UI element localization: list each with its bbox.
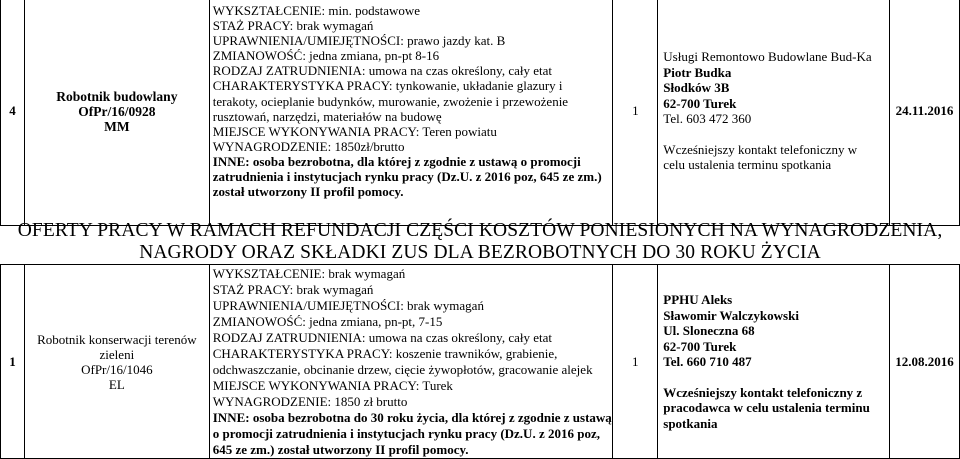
employer-phone: Tel. 660 710 487 [663,354,752,369]
employer-line: Sławomir Walczykowski [663,307,799,323]
table-row [1,265,960,459]
slots-count: 1 [613,0,658,226]
contact-note-line: pracodawca w celu ustalenia terminu [663,400,870,415]
section-heading-line: OFERTY PRACY W RAMACH REFUNDACJI CZĘŚCI KOSZTÓW PONIESIONYCH NA WYNAGRODZENIA, [17,220,943,241]
employer-line: Słodków 3B [663,80,730,96]
employer-line: Usługi Remontowo Budowlane Bud-Ka [663,49,872,65]
employer-line: PPHU Aleks [663,292,733,307]
employer-line: 62-700 Turek [663,95,737,111]
position-line: EL [108,376,125,392]
detail-line: MIEJSCE WYKONYWANIA PRACY: Teren powiatu [212,123,497,139]
detail-line: terakoty, ocieplanie budynków, murowanie, zwożenie i przewożenie [212,93,569,109]
detail-line: CHARAKTERYSTYKA PRACY: tynkowanie, układanie glazury i [212,78,563,94]
detail-line: odchwaszczanie, obcinanie drzew, cięcie żywopłotów, gracowanie alejek [212,362,593,377]
employer-cell [658,265,890,459]
position-line: OfPr/16/0928 [78,103,156,119]
detail-line: ZMIANOWOŚĆ: jedna zmiana, pn-pt 8-16 [212,48,440,64]
offer-date: 12.08.2016 [889,265,959,459]
offer-number: 1 [1,265,25,459]
offer-number: 4 [1,0,25,226]
position-line: Robotnik budowlany [56,88,178,104]
detail-line: WYNAGRODZENIE: 1850zł/brutto [212,138,405,154]
section-heading-line: NAGRODY ORAZ SKŁADKI ZUS DLA BEZROBOTNYCH DO 30 ROKU ŻYCIA [139,242,821,263]
contact-note-line: celu ustalenia terminu spotkania [663,157,832,173]
position-line: zieleni [99,346,135,362]
position-cell [24,265,209,459]
section-heading [0,220,960,264]
detail-line: STAŻ PRACY: brak wymagań [212,282,374,297]
position-line: MM [104,118,130,134]
detail-line: MIEJSCE WYKONYWANIA PRACY: Turek [212,378,453,393]
offer-details [209,265,613,459]
position-cell [24,0,209,226]
position-line: OfPr/16/1046 [81,361,153,377]
slots-count: 1 [613,265,658,459]
detail-line: RODZAJ ZATRUDNIENIA: umowa na czas określony, cały etat [212,330,552,345]
employer-line: Piotr Budka [663,64,732,80]
detail-line: INNE: osoba bezrobotna do 30 roku życia, dla której z zgodnie z ustawą [212,410,612,425]
detail-line: ZMIANOWOŚĆ: jedna zmiana, pn-pt, 7-15 [212,314,443,329]
detail-line: RODZAJ ZATRUDNIENIA: umowa na czas określony, cały etat [212,63,553,79]
detail-line: CHARAKTERYSTYKA PRACY: koszenie trawników, grabienie, [212,346,558,361]
offer-details [209,0,613,226]
contact-note-line: Wcześniejszy kontakt telefoniczny w [663,141,858,157]
detail-line: STAŻ PRACY: brak wymagań [212,18,374,34]
job-offer-table-2 [0,264,960,459]
detail-line: 645 ze zm.) został utworzony II profil pomocy. [212,442,469,457]
detail-line: zatrudnienia i instytucjach rynku pracy (Dz.U. z 2016 poz, 645 ze zm.) [212,169,602,185]
employer-cell [658,0,890,226]
detail-line: WYNAGRODZENIE: 1850 zł brutto [212,394,408,409]
employer-phone: Tel. 603 472 360 [663,111,752,127]
employer-line: Ul. Sloneczna 68 [663,323,755,338]
contact-note-line: spotkania [663,415,718,431]
position-line: Robotnik konserwacji terenów [37,331,197,347]
employer-line: 62-700 Turek [663,338,737,354]
detail-line: UPRAWNIENIA/UMIEJĘTNOŚCI: brak wymagań [212,298,484,313]
table-row [1,0,960,226]
detail-line: WYKSZTAŁCENIE: brak wymagań [212,266,406,281]
offer-date: 24.11.2016 [890,0,960,226]
detail-line: o promocji zatrudnienia i instytucjach rynku pracy (Dz.U. z 2016 poz, [212,426,600,441]
detail-line: został utworzony II profil pomocy. [212,184,404,200]
detail-line: INNE: osoba bezrobotna, dla której z zgodnie z ustawą o promocji [212,153,581,169]
detail-line: rusztowań, narzędzi, materiałów na budowę [212,108,442,124]
contact-note-line: Wcześniejszy kontakt telefoniczny z [663,384,863,400]
detail-line: WYKSZTAŁCENIE: min. podstawowe [212,3,421,18]
job-offer-table-1 [0,0,960,226]
detail-line: UPRAWNIENIA/UMIEJĘTNOŚCI: prawo jazdy kat. B [212,33,506,49]
